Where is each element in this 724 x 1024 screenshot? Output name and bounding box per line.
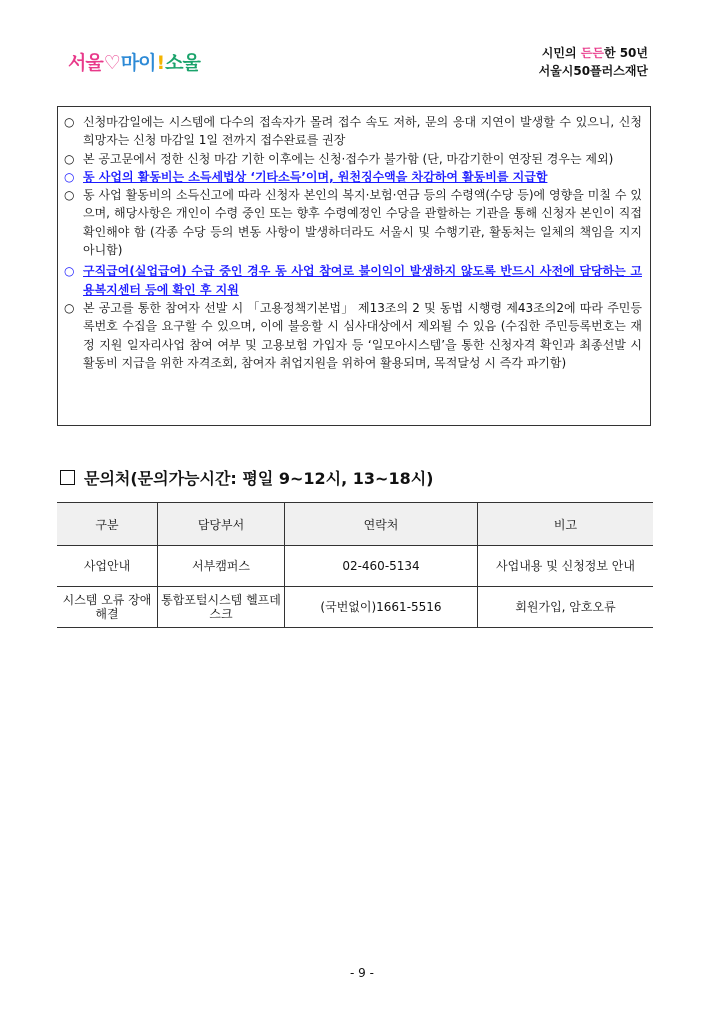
square-bullet-icon <box>60 470 75 485</box>
notice-text: 신청마감일에는 시스템에 다수의 접속자가 몰려 접수 속도 저하, 문의 응대 지연이 발생할 수 있으니, 신청희망자는 신청 마감일 1일 전까지 접수완료를 권장 <box>83 115 642 148</box>
table-row <box>57 546 653 587</box>
column-header: 구분 <box>57 503 158 546</box>
notice-item <box>64 150 642 168</box>
table-cell: 시스템 오류 장애해결 <box>57 587 158 628</box>
notice-text: 동 사업 활동비의 소득신고에 따라 신청자 본인의 복지·보험·연금 등의 수령액(수당 등)에 영향을 미칠 수 있으며, 해당사항은 개인이 수령 중인 또는 향후 수령예정인 수당을 관할하는 기관을 통해 신청자 본인이 직접 확인해야 함 (각종 수당 등의 변동 사항이 발생하더라도 서울시 및 수행기관, 활동처는 일체의 책임을 지지 아니함) <box>83 188 642 258</box>
notice-item <box>64 299 642 372</box>
circle-bullet-icon: ○ <box>64 169 75 184</box>
notice-box <box>57 106 651 426</box>
notice-text: 동 사업의 활동비는 소득세법상 ‘기타소득’이며, 원천징수액을 차감하여 활동비를 지급함 <box>83 169 548 184</box>
notice-text: 본 공고문에서 정한 신청 마감 기한 이후에는 신청·접수가 불가함 (단, 마감기한이 연장된 경우는 제외) <box>83 151 614 166</box>
table-cell: 서부캠퍼스 <box>158 546 285 587</box>
foundation-slogan: 시민의 든든한 50년 <box>541 46 648 60</box>
table-row <box>57 587 653 628</box>
notice-text: 본 공고를 통한 참여자 선발 시 「고용정책기본법」 제13조의 2 및 동법 시행령 제43조의2에 따라 주민등록번호 수집을 요구할 수 있으며, 이에 불응할 시 심사대상에서 제외될 수 있음 (수집한 주민등록번호는 재정 지원 일자리사업 참여 여부 및 고용보험 가입자 등 ‘일모아시스템’을 통한 신청자격 확인과 최종선발 시 활동비 지급을 위한 자격조회, 참여자 취업지원을 위하여 활용되며, 목적달성 시 즉각 파기함) <box>83 300 642 370</box>
foundation-signature <box>539 44 648 80</box>
logo-text-seoul: 서울 <box>68 52 103 74</box>
table-cell: 사업안내 <box>57 546 158 587</box>
notice-text: 구직급여(실업급여) 수급 중인 경우 동 사업 참여로 불이익이 발생하지 않도록 반드시 사전에 담당하는 고용복지센터 등에 확인 후 지원 <box>83 264 642 297</box>
exclamation-icon: ! <box>156 52 165 74</box>
page-number: - 9 - <box>350 966 374 980</box>
heart-icon: ♡ <box>103 52 120 74</box>
contact-table <box>57 502 653 628</box>
notice-item <box>64 113 642 150</box>
circle-bullet-icon: ○ <box>64 300 75 315</box>
column-header: 연락처 <box>285 503 478 546</box>
notice-item-highlight <box>64 262 642 299</box>
contact-section-title <box>60 466 433 489</box>
table-cell: 회원가입, 암호오류 <box>478 587 654 628</box>
notice-item <box>64 186 642 259</box>
logo-text-soul: 소울 <box>165 52 200 74</box>
seoul-my-soul-logo <box>68 48 200 75</box>
column-header: 담당부서 <box>158 503 285 546</box>
circle-bullet-icon: ○ <box>64 264 75 279</box>
table-header-row <box>57 503 653 546</box>
contact-title-text: 문의처(문의가능시간: 평일 9~12시, 13~18시) <box>84 469 434 488</box>
phone-number: (국번없이)1661-5516 <box>285 587 478 628</box>
notice-item-highlight <box>64 168 642 186</box>
logo-text-my: 마이 <box>120 52 156 74</box>
phone-number: 02-460-5134 <box>285 546 478 587</box>
column-header: 비고 <box>478 503 654 546</box>
table-cell: 통합포털시스템 헬프데스크 <box>158 587 285 628</box>
foundation-name: 서울시50플러스재단 <box>538 64 648 78</box>
circle-bullet-icon: ○ <box>64 188 75 203</box>
circle-bullet-icon: ○ <box>64 115 75 129</box>
circle-bullet-icon: ○ <box>64 151 75 166</box>
table-cell: 사업내용 및 신청정보 안내 <box>478 546 654 587</box>
